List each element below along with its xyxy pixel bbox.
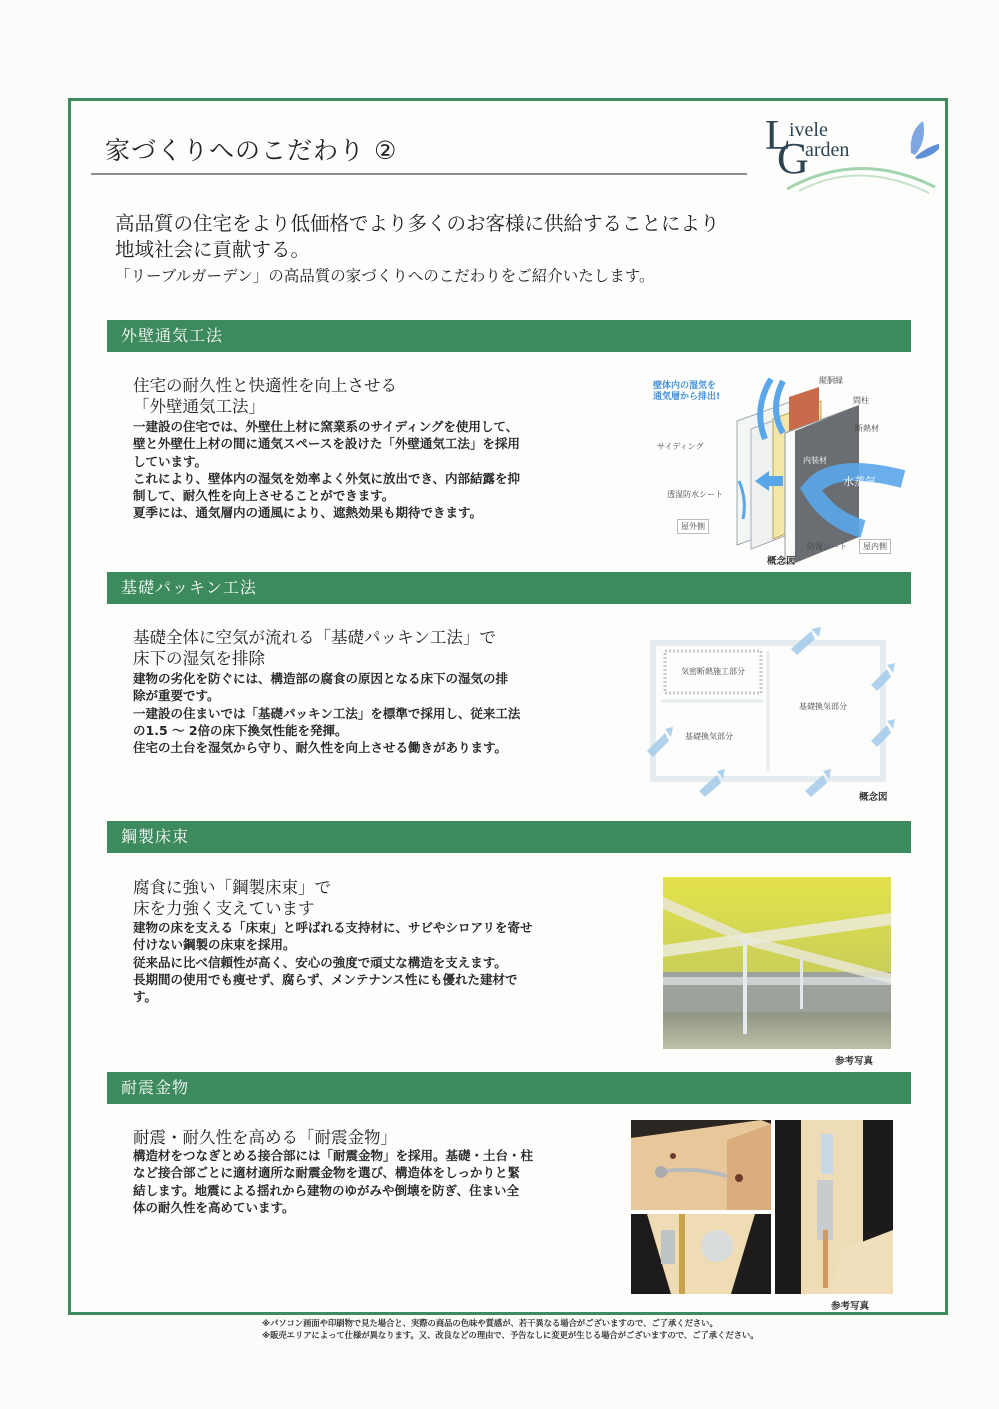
body-line: 一建設の住宅では、外壁仕上材に窯業系のサイディングを使用して、 (133, 419, 519, 434)
body-line: 長期間の使用でも痩せず、腐らず、メンテナンス性にも優れた建材で (133, 971, 518, 987)
figure-caption: 参考写真 (831, 1301, 870, 1312)
label-interior-finish: 内装材 (803, 456, 827, 465)
label-siding: サイディング (657, 442, 704, 451)
wall-ventilation-diagram (643, 369, 913, 569)
body-line: 一建設の住まいでは「基礎パッキン工法」を標準で採用し、従来工法 (133, 705, 521, 721)
section-header-seismic-hardware: 耐震金物 (107, 1072, 911, 1104)
label-water-vapor: 水蒸気 (843, 475, 876, 488)
brand-logo (759, 109, 939, 195)
logo-word-arden: arden (805, 139, 850, 161)
heading-line: 住宅の耐久性と快適性を向上させる (133, 376, 397, 395)
foundation-plan-illustration (643, 621, 913, 806)
heading-line: 基礎全体に空気が流れる「基礎パッキン工法」で (133, 628, 496, 647)
section-heading (133, 627, 496, 669)
body-line: 構造材をつなぎとめる接合部には「耐震金物」を採用。基礎・土台・柱 (133, 1148, 534, 1163)
body-line: す。 (133, 989, 158, 1005)
label-airtight-section: 気密断熱施工部分 (681, 667, 745, 676)
label-insulation: 断熱材 (855, 424, 879, 433)
logo-word-ivele: ivele (789, 119, 828, 141)
label-ventilation-section-right: 基礎換気部分 (799, 702, 847, 711)
logo-initial-g: G (777, 134, 809, 183)
seismic-hardware-photos (631, 1120, 893, 1312)
hardware-photo-collage (631, 1120, 893, 1294)
body-line: 結します。地震による揺れから建物のゆがみや倒壊を防ぎ、住まい全 (133, 1182, 520, 1198)
label-exterior-side: 屋外側 (677, 519, 709, 534)
section-header-foundation-packing: 基礎パッキン工法 (107, 572, 911, 604)
page-title: 家づくりへのこだわり ② (105, 136, 398, 165)
section-header-steel-floor-post: 鋼製床束 (107, 821, 911, 853)
heading-line: 腐食に強い「鋼製床束」で (133, 878, 331, 897)
intro-lead-line1: 高品質の住宅をより低価格でより多くのお客様に供給することにより (115, 212, 720, 235)
body-line: しています。 (133, 453, 208, 469)
body-line: 付けない鋼製の床束を採用。 (133, 937, 296, 953)
body-line: 制して、耐久性を向上させることができます。 (133, 488, 395, 504)
figure-caption: 参考写真 (835, 1056, 874, 1067)
body-line: 建物の劣化を防ぐには、構造部の腐食の原因となる床下の湿気の排 (133, 671, 509, 686)
body-line: 壁と外壁仕上材の間に通気スペースを設けた「外壁通気工法」を採用 (133, 436, 520, 452)
footer-disclaimers (262, 1318, 759, 1341)
body-line: 体の耐久性を高めています。 (133, 1199, 295, 1215)
section-heading (133, 375, 397, 417)
section-heading (133, 877, 331, 919)
label-furring-strip: 縦胴縁 (819, 376, 843, 385)
body-line: 住宅の土台を湿気から守り、耐久性を向上させる働きがあります。 (133, 740, 508, 756)
heading-line: 床下の湿気を排除 (133, 649, 265, 668)
label-stud: 間柱 (853, 396, 869, 405)
body-line: の1.5 ～ 2倍の床下換気性能を発揮。 (133, 722, 348, 738)
steel-floor-post-photo (663, 877, 891, 1067)
body-line: 夏季には、通気層内の通風により、遮熱効果も期待できます。 (133, 505, 483, 521)
section-heading (133, 1127, 397, 1148)
body-line: 建物の床を支える「床束」と呼ばれる支持材に、サビやシロアリを寄せ (133, 920, 533, 935)
figure-caption: 概念図 (767, 556, 796, 567)
callout-line2: 通気層から排出! (653, 392, 721, 402)
section-header-wall-ventilation: 外壁通気工法 (107, 320, 911, 352)
heading-line: 「外壁通気工法」 (133, 397, 265, 416)
disclaimer-spec: ※販売エリアによって仕様が異なります。又、改良などの理由で、予告なしに変更が生じる場合がございますので、ご了承ください。 (262, 1329, 759, 1340)
label-ventilation-section-left: 基礎換気部分 (685, 732, 733, 741)
section-body (133, 670, 563, 756)
disclaimer-color: ※パソコン画面や印刷物で見た場合と、実際の商品の色味や質感が、若干異なる場合がございますので、ご了承ください。 (262, 1318, 718, 1328)
title-divider (91, 173, 747, 175)
heading-line: 床を力強く支えています (133, 899, 315, 918)
intro-lead-line2: 地域社会に貢献する。 (115, 238, 311, 261)
section-body (133, 418, 563, 522)
intro-sub: 「リーブルガーデン」の高品質の家づくりへのこだわりをご紹介いたします。 (115, 267, 655, 285)
body-line: 除が重要です。 (133, 688, 220, 704)
brochure-frame (68, 98, 948, 1315)
logo-initial-l: L (765, 113, 791, 159)
section-body (133, 1147, 563, 1216)
body-line: これにより、壁体内の湿気を効率よく外気に放出でき、内部結露を抑 (133, 470, 521, 486)
callout-line1: 壁体内の湿気を (653, 381, 717, 391)
section-body (133, 919, 563, 1005)
figure-caption: 概念図 (859, 792, 888, 803)
foundation-plan-diagram (643, 621, 913, 806)
label-interior-side: 屋内側 (859, 539, 891, 554)
label-vapor-barrier: 防湿シート (807, 542, 847, 551)
intro-block (115, 211, 720, 287)
underfloor-photo-illustration (663, 877, 891, 1049)
body-line: 従来品に比べ信頼性が高く、安心の強度で頑丈な構造を支えます。 (133, 954, 507, 970)
body-line: など接合部ごとに適材適所な耐震金物を選び、構造体をしっかりと緊 (133, 1165, 521, 1181)
label-breathable-sheet: 透湿防水シート (667, 490, 723, 499)
heading-line: 耐震・耐久性を高める「耐震金物」 (133, 1128, 397, 1147)
